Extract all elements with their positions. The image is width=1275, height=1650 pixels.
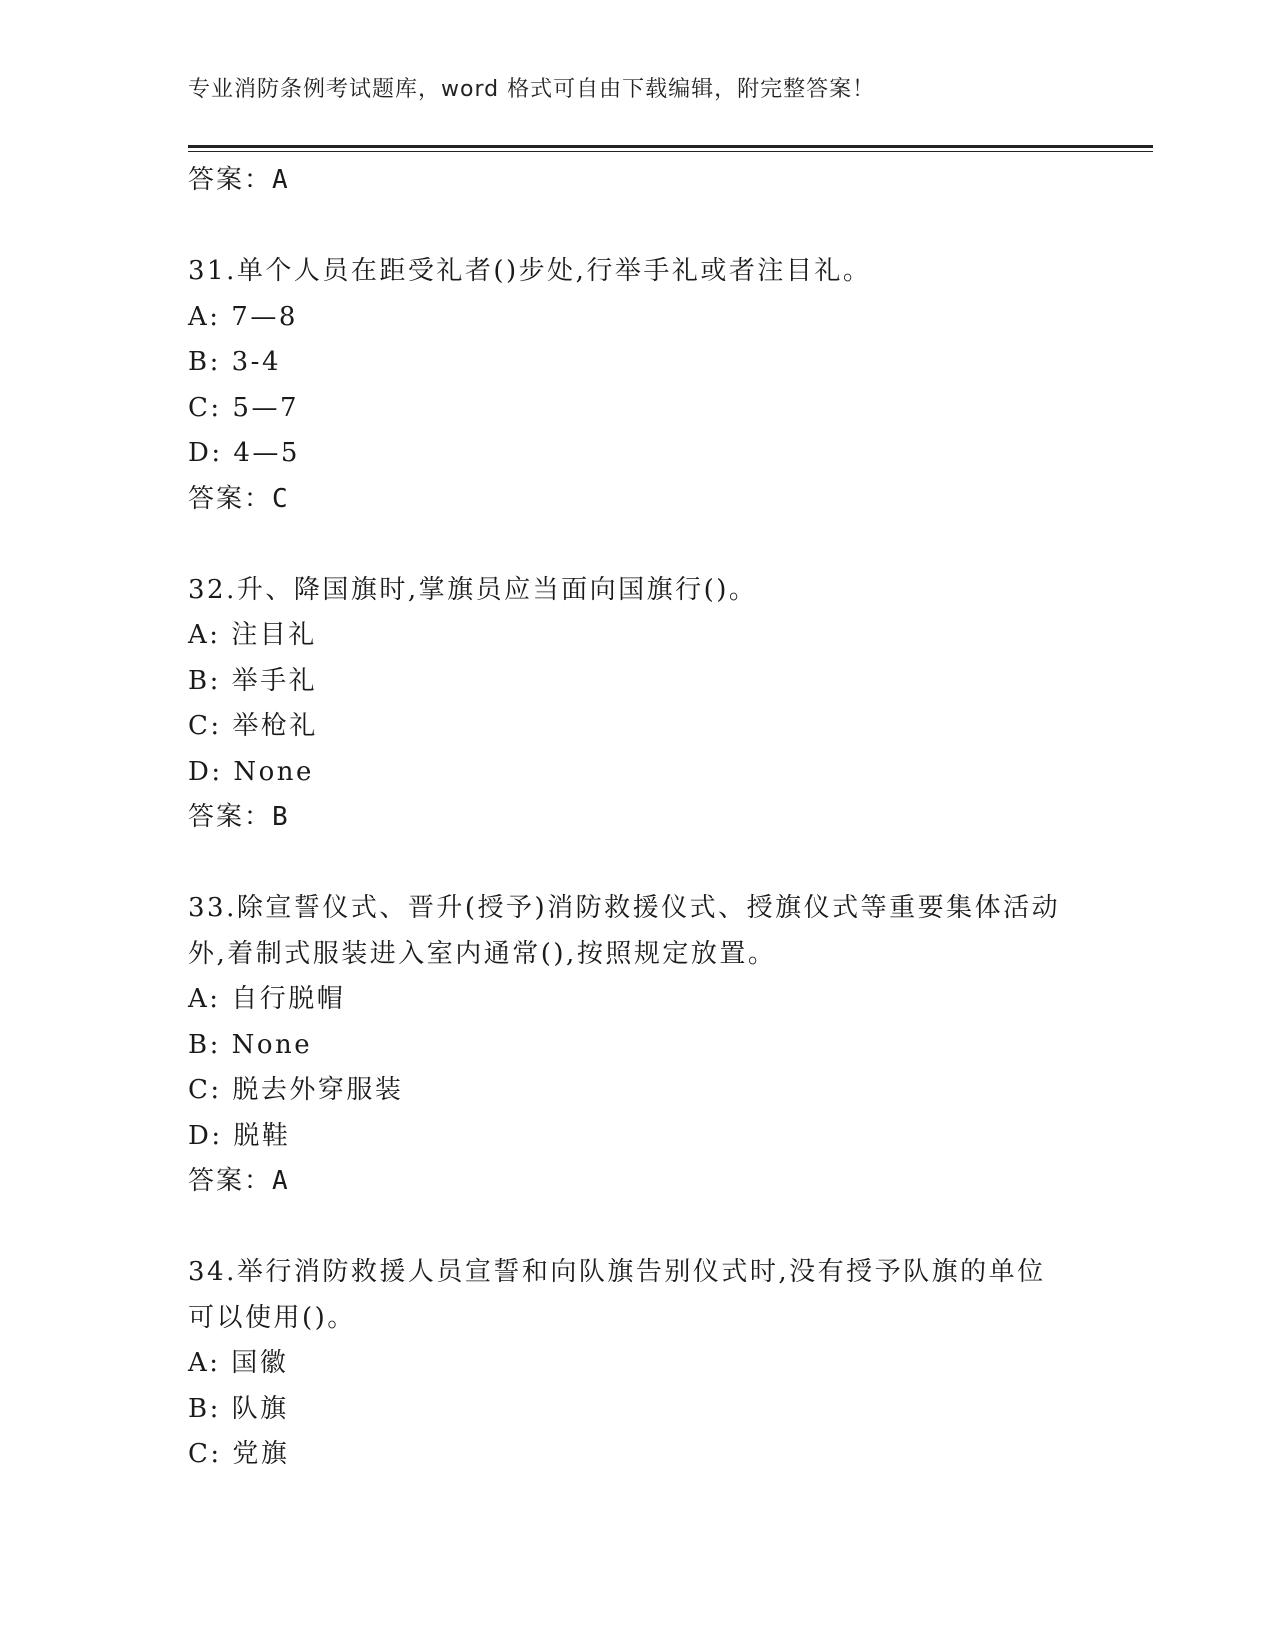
- answer-label: 答案：: [188, 483, 273, 514]
- answer-value: C: [272, 483, 290, 514]
- option-b: B: 3-4: [188, 347, 281, 377]
- answer-line: [188, 158, 1128, 204]
- answer-label: 答案：: [188, 165, 273, 195]
- question-stem-line-1: 33.除宣誓仪式、晋升(授予)消防救援仪式、授旗仪式等重要集体活动: [188, 893, 1061, 923]
- option-a: A: 自行脱帽: [188, 984, 346, 1014]
- question-stem-line-2: 可以使用()。: [188, 1302, 356, 1333]
- question-32: [188, 568, 1128, 841]
- question-33: [188, 886, 1128, 1205]
- option-a: A: 注目礼: [188, 620, 317, 650]
- question-stem: 32.升、降国旗时,掌旗员应当面向国旗行()。: [188, 574, 758, 605]
- answer-line: [188, 477, 1128, 523]
- header-divider-thick: [188, 145, 1153, 148]
- answer-line: [188, 795, 1128, 841]
- header-divider-thin: [188, 151, 1153, 152]
- question-34: [188, 1250, 1128, 1478]
- option-c: C: 党旗: [188, 1439, 290, 1469]
- option-d: D: 脱鞋: [188, 1120, 291, 1151]
- question-stem-line-2: 外,着制式服装进入室内通常(),按照规定放置。: [188, 938, 777, 969]
- option-c: C: 5—7: [188, 392, 300, 423]
- option-a: A: 7—8: [188, 301, 298, 332]
- answer-value: A: [272, 1166, 290, 1196]
- spacer: [188, 204, 1128, 250]
- question-stem-line-1: 34.举行消防救援人员宣誓和向队旗告别仪式时,没有授予队旗的单位: [188, 1257, 1046, 1287]
- option-c: C: 举枪礼: [188, 711, 318, 741]
- option-b: B: None: [188, 1029, 313, 1060]
- question-31: [188, 249, 1128, 522]
- document-header: 专业消防条例考试题库，word 格式可自由下载编辑，附完整答案！: [188, 77, 876, 102]
- answer-value: B: [272, 802, 290, 832]
- answer-label: 答案：: [188, 802, 273, 832]
- option-d: D: 4—5: [188, 438, 300, 468]
- question-stem: 31.单个人员在距受礼者()步处,行举手礼或者注目礼。: [188, 256, 872, 286]
- answer-value: A: [272, 165, 290, 195]
- spacer: [188, 1205, 1128, 1251]
- answer-line: [188, 1159, 1128, 1205]
- answer-label: 答案：: [188, 1166, 273, 1196]
- option-d: D: None: [188, 756, 314, 787]
- spacer: [188, 841, 1128, 887]
- option-b: B: 队旗: [188, 1393, 289, 1424]
- spacer: [188, 522, 1128, 568]
- option-c: C: 脱去外穿服装: [188, 1075, 404, 1105]
- option-a: A: 国徽: [188, 1348, 289, 1378]
- question-list: [188, 158, 1128, 1478]
- option-b: B: 举手礼: [188, 665, 318, 696]
